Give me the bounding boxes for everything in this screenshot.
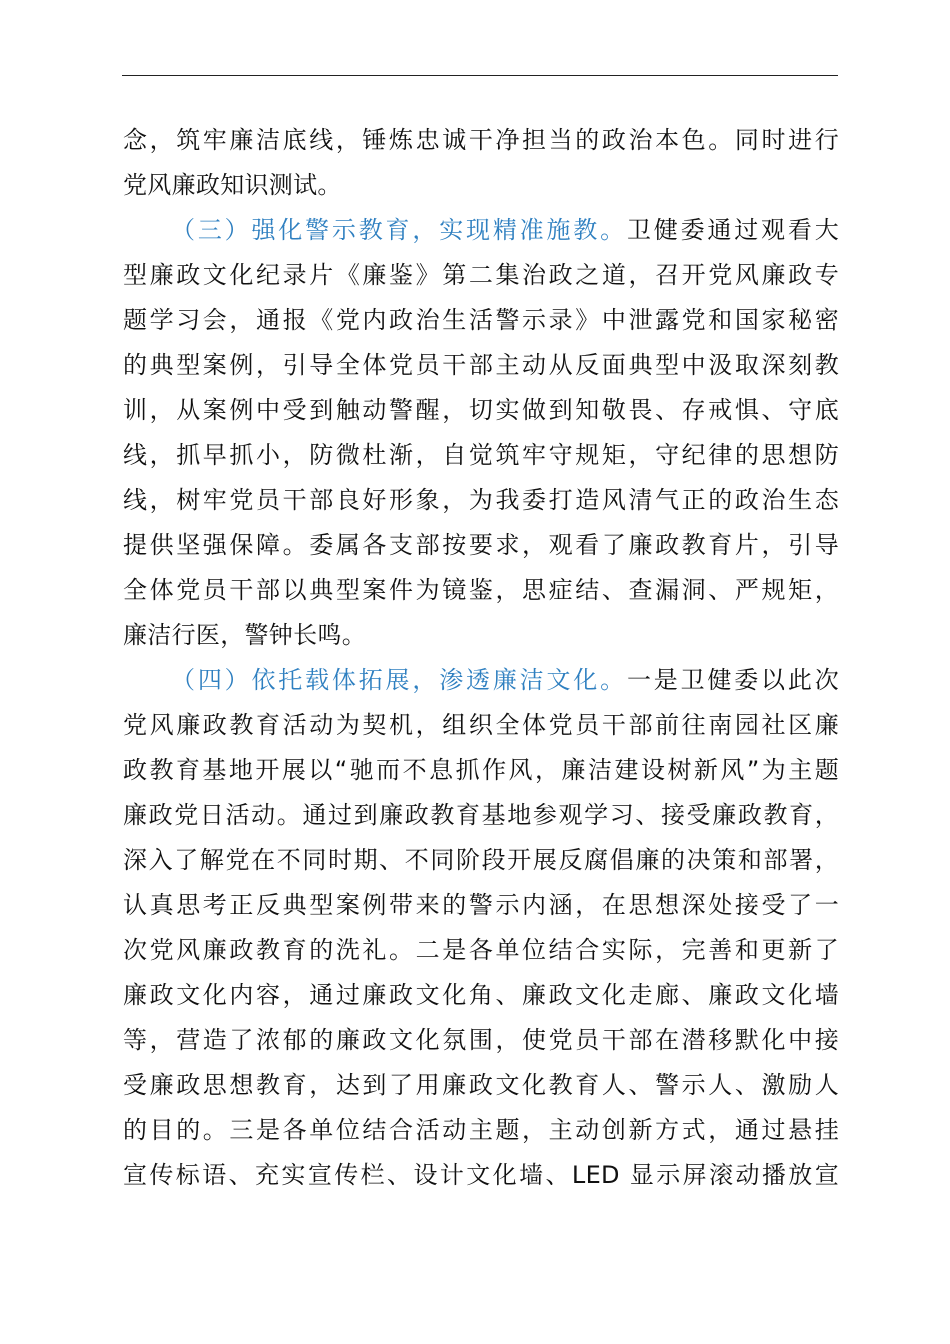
text-line	[123, 208, 839, 253]
text-run: 卫健委通过观看大	[626, 216, 839, 244]
text-line: 廉政文化内容，通过廉政文化角、廉政文化走廊、廉政文化墙	[123, 981, 839, 1009]
text-line: 等，营造了浓郁的廉政文化氛围，使党员干部在潜移默化中接	[123, 1026, 839, 1054]
text-line: 党风廉政知识测试。	[123, 171, 342, 199]
text-line: 党风廉政教育活动为契机，组织全体党员干部前往南园社区廉	[123, 711, 839, 739]
text-line: 全体党员干部以典型案件为镜鉴，思症结、查漏洞、严规矩，	[123, 576, 839, 604]
paragraph-section-3	[123, 208, 839, 658]
paragraph-section-4	[123, 658, 839, 1198]
text-line: 念，筑牢廉洁底线，锤炼忠诚干净担当的政治本色。同时进行	[123, 126, 839, 154]
text-line: 题学习会，通报《党内政治生活警示录》中泄露党和国家秘密	[123, 306, 839, 334]
paragraph-continuation	[123, 118, 839, 208]
text-line: 提供坚强保障。委属各支部按要求，观看了廉政教育片，引导	[123, 531, 839, 559]
text-line	[123, 658, 839, 703]
text-line: 深入了解党在不同时期、不同阶段开展反腐倡廉的决策和部署，	[123, 846, 839, 874]
text-line: 线，抓早抓小，防微杜渐，自觉筑牢守规矩，守纪律的思想防	[123, 441, 839, 469]
text-line: 廉洁行医，警钟长鸣。	[123, 621, 366, 649]
text-line: 次党风廉政教育的洗礼。二是各单位结合实际，完善和更新了	[123, 936, 839, 964]
text-run: 一是卫健委以此次	[626, 666, 839, 694]
text-line: 宣传标语、充实宣传栏、设计文化墙、LED 显示屏滚动播放宣	[123, 1161, 839, 1189]
text-line: 训，从案例中受到触动警醒，切实做到知敬畏、存戒惧、守底	[123, 396, 839, 424]
section-heading-3: （三）强化警示教育，实现精准施教。	[171, 216, 627, 244]
text-line: 认真思考正反典型案例带来的警示内涵，在思想深处接受了一	[123, 891, 839, 919]
text-line: 政教育基地开展以“驰而不息抓作风，廉洁建设树新风”为主题	[123, 756, 839, 784]
text-line: 型廉政文化纪录片《廉鉴》第二集治政之道，召开党风廉政专	[123, 261, 839, 289]
text-line: 的典型案例，引导全体党员干部主动从反面典型中汲取深刻教	[123, 351, 839, 379]
text-line: 廉政党日活动。通过到廉政教育基地参观学习、接受廉政教育，	[123, 801, 839, 829]
text-line: 受廉政思想教育，达到了用廉政文化教育人、警示人、激励人	[123, 1071, 839, 1099]
header-rule	[122, 75, 838, 76]
section-heading-4: （四）依托载体拓展，渗透廉洁文化。	[171, 666, 627, 694]
document-body	[123, 118, 839, 1198]
text-line: 线，树牢党员干部良好形象，为我委打造风清气正的政治生态	[123, 486, 839, 514]
text-line: 的目的。三是各单位结合活动主题，主动创新方式，通过悬挂	[123, 1116, 839, 1144]
